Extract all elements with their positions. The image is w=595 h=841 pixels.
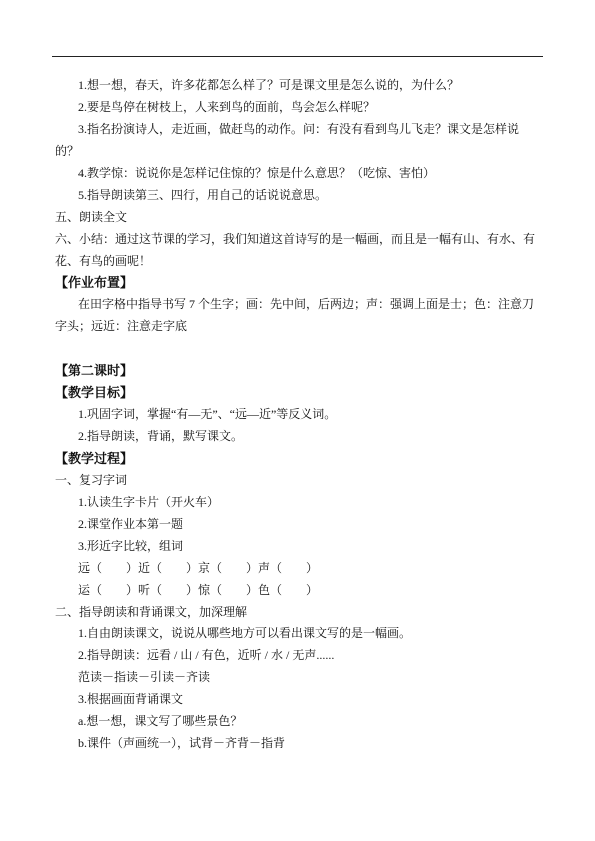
lesson2-heading: 【第二课时】 — [55, 363, 134, 379]
blank-line — [55, 338, 543, 360]
goal-item-2: 2.指导朗读，背诵，默写课文。 — [78, 429, 244, 443]
question-5: 5.指导朗读第三、四行，用自己的话说说意思。 — [78, 187, 328, 202]
summary-line-1: 六、小结：通过这节课的学习，我们知道这首诗写的是一幅画，而且是一幅有山、有水、有 — [55, 231, 536, 246]
homework-heading: 【作业布置】 — [55, 275, 134, 291]
part1-item-2: 2.课堂作业本第一题 — [78, 516, 184, 531]
part1-item-3: 3.形近字比较，组词 — [78, 538, 184, 553]
homework-line-1: 在田字格中指导书写 7 个生字；画：先中间，后两边；声：强调上面是士；色：注意刀 — [78, 297, 535, 312]
process-heading: 【教学过程】 — [55, 450, 134, 466]
goal-item-1: 1.巩固字词，掌握“有—无”、“远—近”等反义词。 — [78, 407, 337, 422]
header-rule — [52, 56, 543, 57]
step-five-title: 五、朗读全文 — [55, 209, 128, 224]
homework-line-2: 字头；远近：注意走字底 — [55, 319, 188, 334]
part1-item-1: 1.认读生字卡片（开火车） — [78, 494, 220, 509]
document-body — [55, 75, 543, 755]
question-2: 2.要是鸟停在树枝上，人来到鸟的面前，鸟会怎么样呢？ — [78, 99, 376, 114]
part1-title: 一、复习字词 — [55, 472, 128, 487]
part2-item-5: a.想一想，课文写了哪些景色？ — [78, 714, 243, 729]
word-row-2: 运（ ）听（ ）惊（ ）色（ ） — [78, 582, 319, 597]
part2-title: 二、指导朗读和背诵课文，加深理解 — [55, 604, 248, 619]
question-1: 1.想一想，春天，许多花都怎么样了？可是课文里是怎么说的，为什么？ — [78, 78, 460, 92]
goals-heading: 【教学目标】 — [55, 385, 134, 401]
part2-item-4: 3.根据画面背诵课文 — [78, 692, 184, 707]
summary-line-2: 花、有鸟的画呢！ — [55, 253, 152, 268]
question-4: 4.教学惊：说说你是怎样记住惊的？惊是什么意思？（吃惊、害怕） — [78, 165, 436, 180]
word-row-1: 远（ ）近（ ）京（ ）声（ ） — [78, 560, 319, 575]
part2-item-3: 范读－指读－引读－齐读 — [78, 670, 211, 685]
part2-item-1: 1.自由朗读课文，说说从哪些地方可以看出课文写的是一幅画。 — [78, 626, 412, 641]
part2-item-2: 2.指导朗读：远看 / 山 / 有色，近听 / 水 / 无声...... — [78, 648, 335, 663]
question-3-continuation: 的？ — [55, 143, 80, 158]
question-3: 3.指名扮演诗人，走近画，做赶鸟的动作。问：有没有看到鸟儿飞走？课文是怎样说 — [78, 121, 520, 136]
part2-item-6: b.课件（声画统一），试背－齐背－指背 — [78, 736, 286, 751]
